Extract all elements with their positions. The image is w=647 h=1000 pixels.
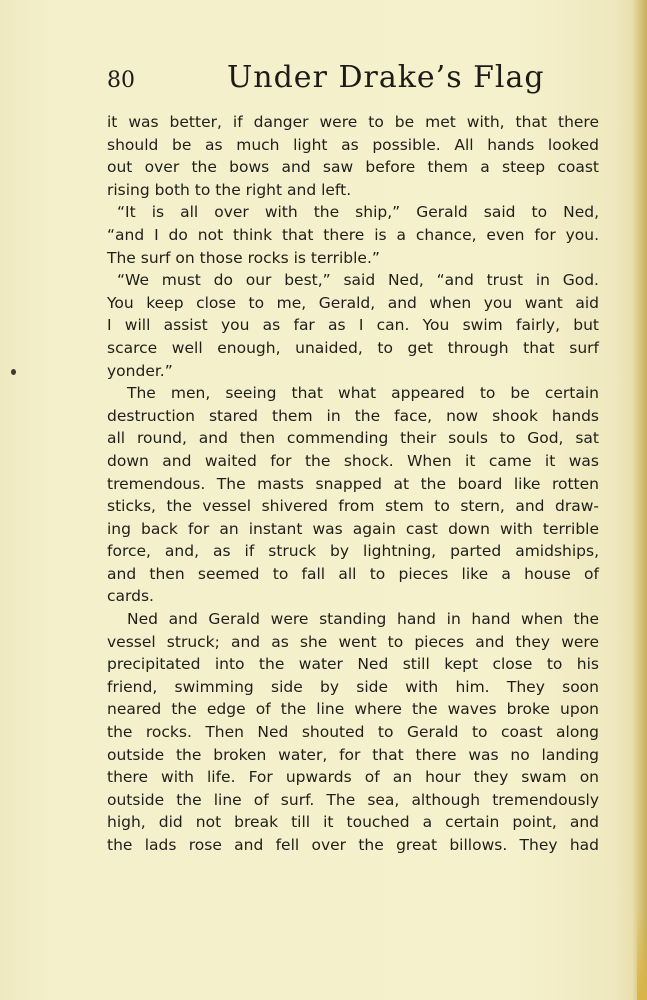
running-title: Under Drake’s Flag (227, 60, 545, 95)
text-line: force, and, as if struck by lightning, parted amidships, (107, 542, 599, 561)
text-line: there with life. For upwards of an hour they swam on (107, 768, 599, 787)
text-line: down and waited for the shock. When it came it was (107, 451, 599, 470)
text-line: The men, seeing that what appeared to be certain (127, 384, 599, 403)
text-line: it was better, if danger were to be met with, that there (107, 113, 599, 131)
text-line: “and I do not think that there is a chance, even for you. (107, 225, 599, 244)
text-line: You keep close to me, Gerald, and when you want aid (107, 293, 599, 312)
text-line: cards. (107, 587, 154, 606)
page-header (107, 60, 602, 100)
text-line: yonder.” (107, 361, 173, 380)
text-line: neared the edge of the line where the waves broke upon (107, 700, 599, 719)
margin-mark (11, 369, 16, 375)
text-line: all round, and then commending their souls to God, sat (107, 429, 599, 448)
text-line: The surf on those rocks is terrible.” (107, 248, 380, 267)
text-line: friend, swimming side by side with him. They soon (107, 677, 599, 696)
page-edge-shadow (637, 910, 647, 1000)
text-line: destruction stared them in the face, now shook hands (107, 406, 599, 425)
text-line: should be as much light as possible. All hands looked (107, 135, 599, 154)
text-line: “We must do our best,” said Ned, “and trust in God. (117, 271, 599, 290)
text-line: I will assist you as far as I can. You swim fairly, but (107, 316, 599, 335)
text-line: sticks, the vessel shivered from stem to stern, and draw- (107, 497, 599, 516)
body-text (107, 111, 599, 857)
text-line: Ned and Gerald were standing hand in hand when the (127, 610, 599, 629)
text-line: outside the line of surf. The sea, although tremendously (107, 790, 599, 809)
text-line: ing back for an instant was again cast down with terrible (107, 519, 599, 538)
text-line: outside the broken water, for that there was no landing (107, 745, 599, 764)
text-line: the rocks. Then Ned shouted to Gerald to coast along (107, 723, 599, 742)
text-line: scarce well enough, unaided, to get through that surf (107, 338, 599, 357)
text-line: high, did not break till it touched a certain point, and (107, 813, 599, 832)
page-number: 80 (107, 68, 135, 93)
page-edge (633, 0, 647, 1000)
text-line: out over the bows and saw before them a steep coast (107, 158, 599, 177)
text-line: tremendous. The masts snapped at the board like rotten (107, 474, 599, 493)
text-line: rising both to the right and left. (107, 180, 352, 199)
text-line: the lads rose and fell over the great billows. They had (107, 836, 599, 854)
text-line: vessel struck; and as she went to pieces and they were (107, 632, 599, 651)
text-line: and then seemed to fall all to pieces like a house of (107, 564, 599, 583)
text-line: precipitated into the water Ned still kept close to his (107, 655, 599, 674)
text-line: “It is all over with the ship,” Gerald said to Ned, (117, 203, 599, 222)
